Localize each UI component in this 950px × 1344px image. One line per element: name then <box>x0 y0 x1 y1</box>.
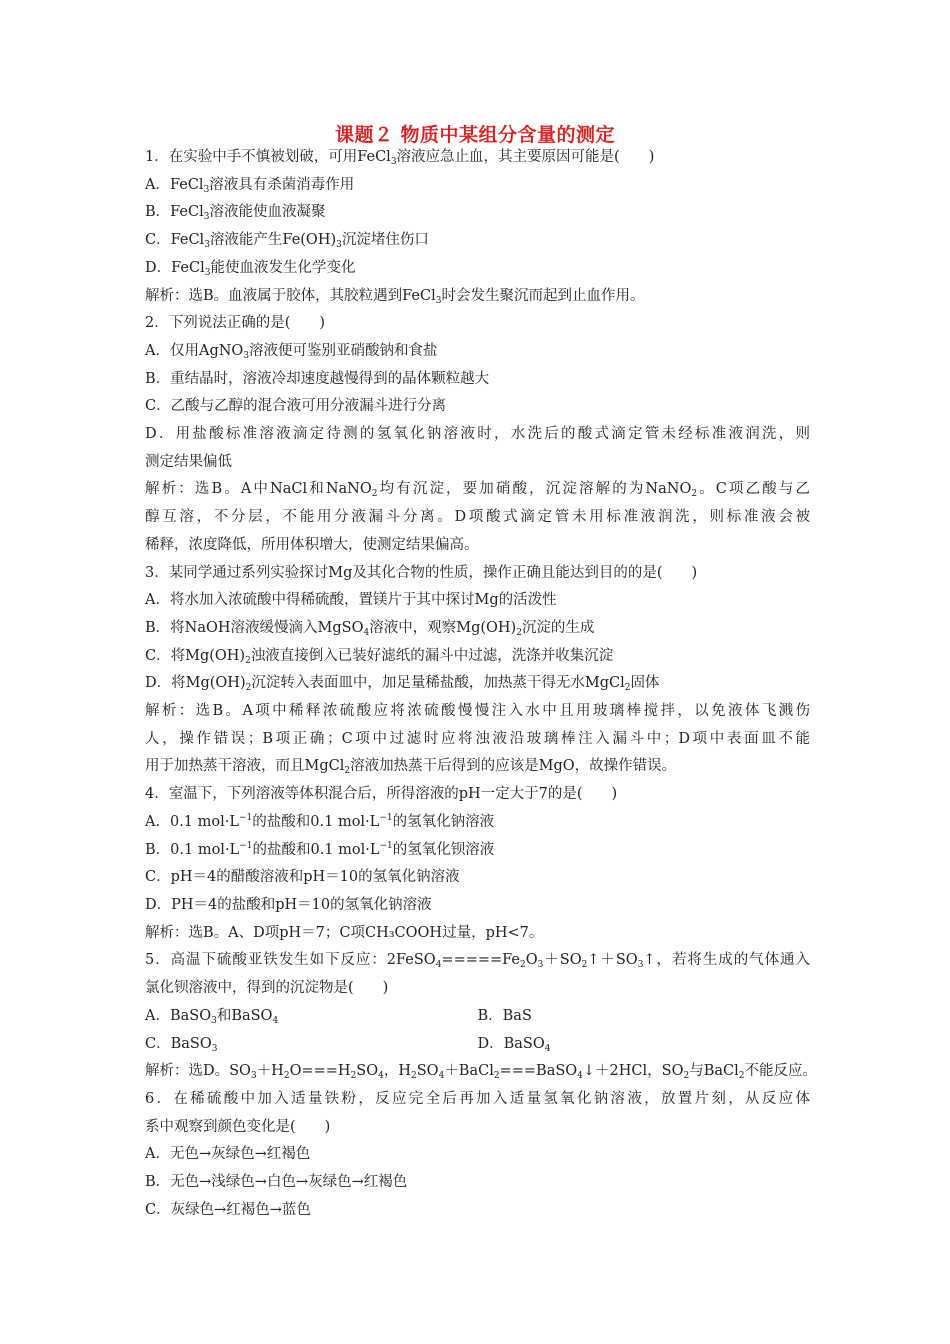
q2-option-a: A．仅用AgNO$_3$溶液便可鉴别亚硝酸钠和食盐 <box>145 342 438 361</box>
q5-option-c: C．BaSO$_3$ <box>145 1035 218 1054</box>
q2-answer-line1: 解析：选B。A中NaCl和NaNO$_2$均有沉淀，要加硝酸，沉淀溶解的为NaNO$_2$。C项乙酸与乙 <box>145 481 810 500</box>
q1-answer: 解析：选B。血液属于胶体，其胶粒遇到FeCl$_3$时会发生聚沉而起到止血作用。 <box>145 287 645 306</box>
q6-option-c: C．灰绿色→红褐色→蓝色 <box>145 1201 311 1218</box>
q5-answer: 解析：选D。$SO_3+H_2O===H_2SO_4$，$H_2SO_4+BaCl_2===BaSO_4↓+2HCl$，$SO_2$与BaCl$_2$不能反应。 <box>145 1063 817 1082</box>
q2-option-d-line1: D．用盐酸标准溶液滴定待测的氢氧化钠溶液时，水洗后的酸式滴定管未经标准液润洗，则 <box>145 426 810 443</box>
q2-stem: 2．下列说法正确的是( ) <box>145 315 326 332</box>
q2-option-b: B．重结晶时，溶液冷却速度越慢得到的晶体颗粒越大 <box>145 370 490 387</box>
q3-option-c: C．将$Mg(OH)_2$浊液直接倒入已装好滤纸的漏斗中过滤，洗涤并收集沉淀 <box>145 647 614 666</box>
q3-answer-line1: 解析：选B。A项中稀释浓硫酸应将浓硫酸慢慢注入水中且用玻璃棒搅拌，以免液体飞溅伤 <box>145 703 810 720</box>
q5-option-b: B．BaS <box>477 1007 532 1024</box>
q3-option-a: A．将水加入浓硫酸中得稀硫酸，置镁片于其中探讨Mg的活泼性 <box>145 592 557 609</box>
q2-option-d-line2: 测定结果偏低 <box>145 453 232 470</box>
q4-option-d: D．PH＝4的盐酸和pH＝10的氢氧化钠溶液 <box>145 896 432 913</box>
q4-option-a: A．0.1 $mol\cdot L^{-1}$的盐酸和0.1 $mol\cdot L^{-1}$的氢氧化钠溶液 <box>145 812 495 830</box>
q3-option-d: D．将$Mg(OH)_2$沉淀转入表面皿中，加足量稀盐酸，加热蒸干得无水MgCl$_2$固体 <box>145 675 660 694</box>
q5-stem-line1: 5．高温下硫酸亚铁发生如下反应：$2FeSO_4=====Fe_2O_3+SO_2↑+SO_3↑$，若将生成的气体通入 <box>145 952 810 971</box>
q4-stem: 4．室温下，下列溶液等体积混合后，所得溶液的pH一定大于7的是( ) <box>145 786 618 803</box>
q1-option-b: B．FeCl$_3$溶液能使血液凝聚 <box>145 204 326 223</box>
q3-answer-line2: 人，操作错误；B项正确；C项中过滤时应将浊液沿玻璃棒注入漏斗中；D项中表面皿不能 <box>145 730 810 747</box>
q6-stem-line2: 系中观察到颜色变化是( ) <box>145 1118 331 1135</box>
q1-option-c: C．FeCl$_3$溶液能产生$Fe(OH)_3$沉淀堵住伤口 <box>145 232 429 251</box>
q5-stem-line2: 氯化钡溶液中，得到的沉淀物是( ) <box>145 980 389 997</box>
q4-answer: 解析：选B。A、D项pH＝7；C项CH₃COOH过量，pH<7。 <box>145 924 544 941</box>
q5-option-d: D．BaSO$_4$ <box>477 1035 551 1054</box>
question-list <box>145 144 817 1224</box>
q1-option-d: D．FeCl$_3$能使血液发生化学变化 <box>145 259 356 278</box>
q5-options-row1 <box>145 1003 810 1031</box>
q6-option-a: A．无色→灰绿色→红褐色 <box>145 1146 311 1163</box>
q3-stem: 3．某同学通过系列实验探讨Mg及其化合物的性质，操作正确且能达到目的的是( ) <box>145 564 698 581</box>
q6-stem-line1: 6．在稀硫酸中加入适量铁粉，反应完全后再加入适量氢氧化钠溶液，放置片刻，从反应体 <box>145 1090 810 1107</box>
q6-option-b: B．无色→浅绿色→白色→灰绿色→红褐色 <box>145 1174 408 1191</box>
page-title: 课题２ 物质中某组分含量的测定 <box>334 124 616 146</box>
q2-answer-line2: 醇互溶，不分层，不能用分液漏斗分离。D项酸式滴定管未用标准液润洗，则标准液会被 <box>145 509 810 526</box>
q5-option-a: A．BaSO$_3$和BaSO$_4$ <box>145 1007 279 1026</box>
q3-option-b: B．将NaOH溶液缓慢滴入MgSO$_4$溶液中，观察$Mg(OH)_2$沉淀的生成 <box>145 619 595 638</box>
q2-option-c: C．乙酸与乙醇的混合液可用分液漏斗进行分离 <box>145 398 447 415</box>
q3-answer-line3: 用于加热蒸干溶液，而且MgCl$_2$溶液加热蒸干后得到的应该是MgO，故操作错误。 <box>145 758 677 777</box>
q2-answer-line3: 稀释，浓度降低，所用体积增大，使测定结果偏高。 <box>145 536 479 553</box>
q4-option-b: B．0.1 $mol\cdot L^{-1}$的盐酸和0.1 $mol\cdot L^{-1}$的氢氧化钡溶液 <box>145 840 495 858</box>
q4-option-c: C．pH＝4的醋酸溶液和pH＝10的氢氧化钠溶液 <box>145 869 460 886</box>
q1-stem: 1．在实验中手不慎被划破，可用FeCl$_3$溶液应急止血，其主要原因可能是( ) <box>145 149 655 167</box>
q5-options-row2 <box>145 1031 810 1059</box>
q1-option-a: A．FeCl$_3$溶液具有杀菌消毒作用 <box>145 176 355 195</box>
